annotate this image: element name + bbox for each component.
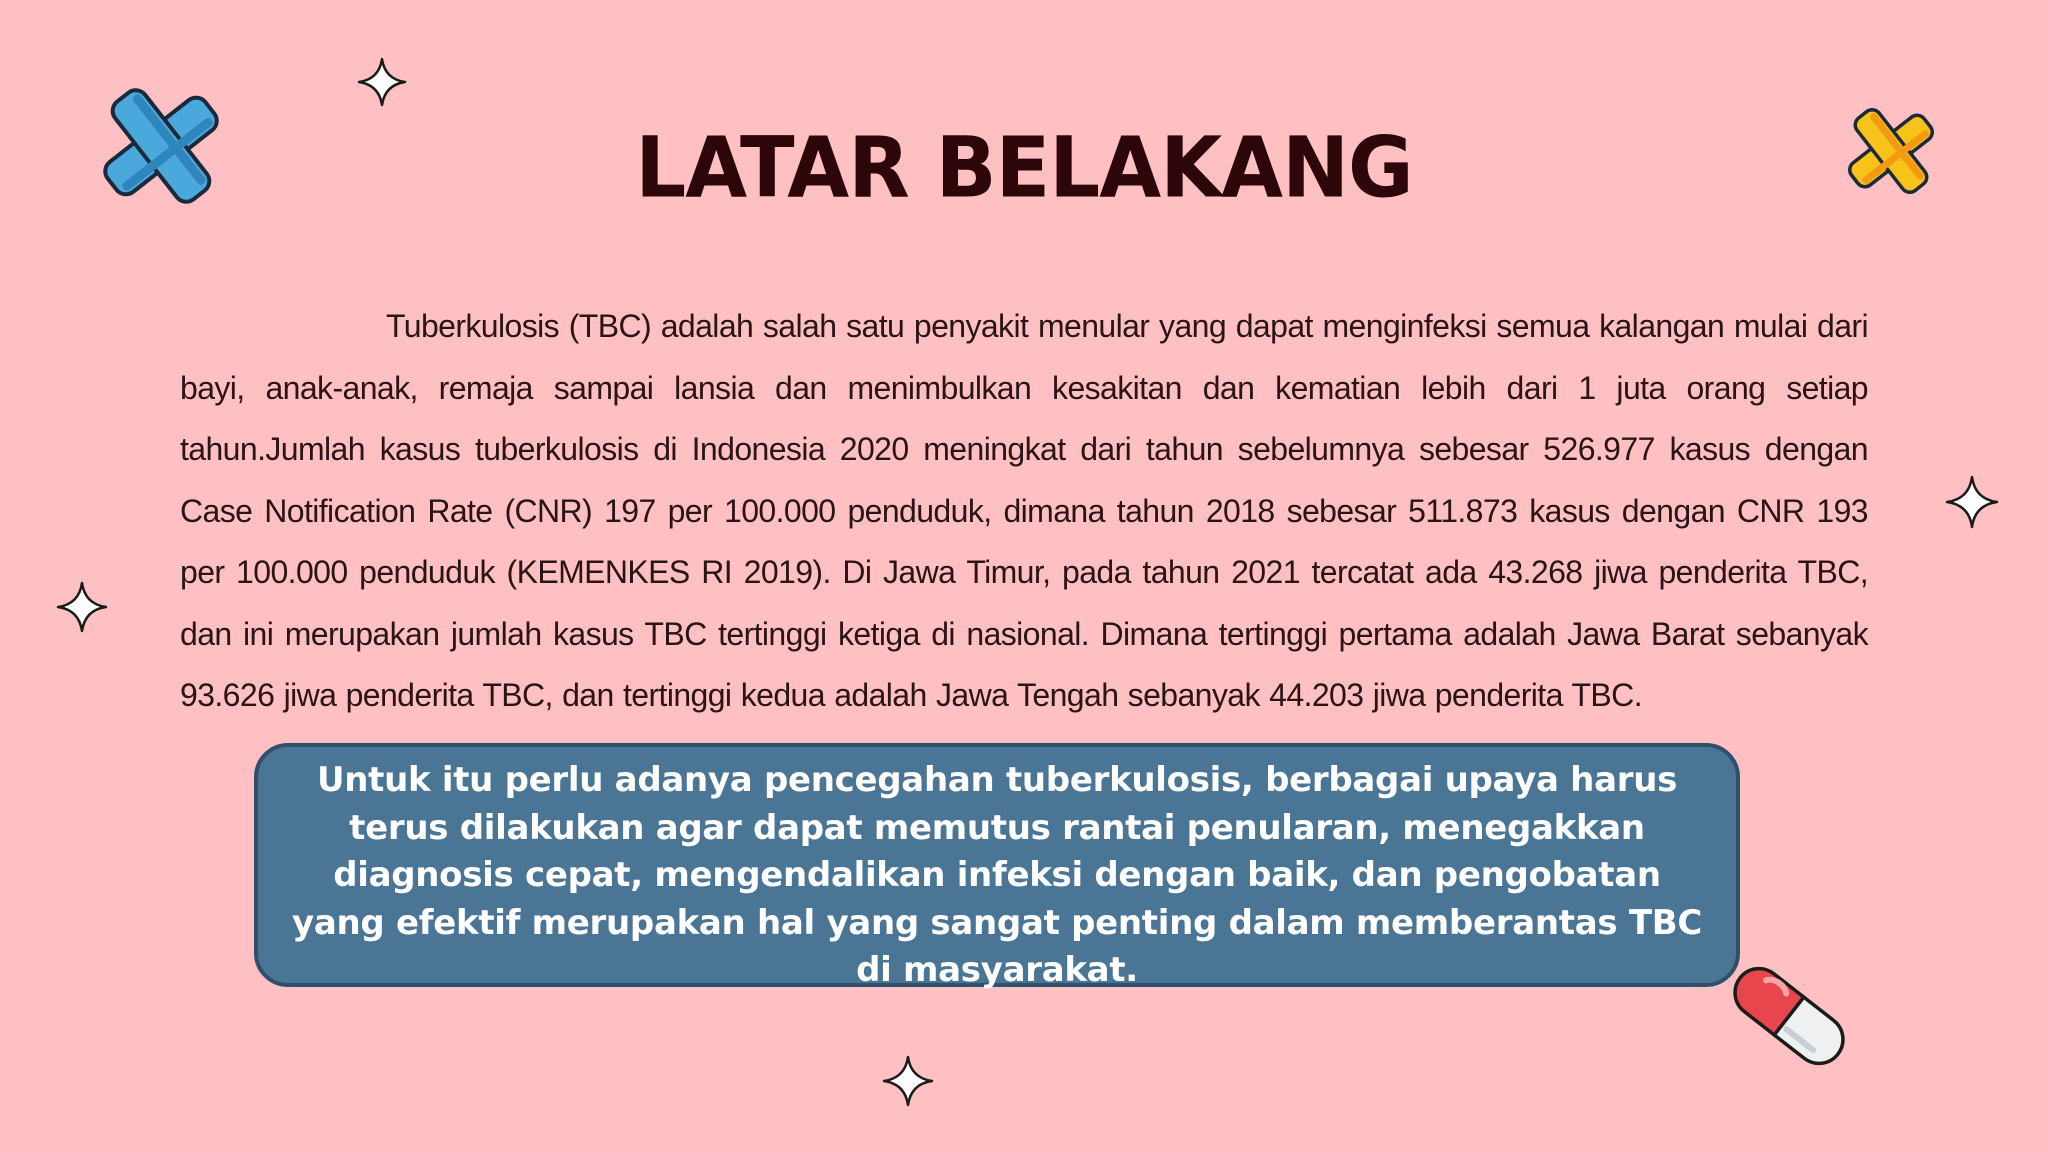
callout-box: Untuk itu perlu adanya pencegahan tuberkulosis, berbagai upaya harus terus dilakukan agar dapat memutus rantai penularan, menegakkan diagnosis cepat, mengendalikan infeksi dengan baik, dan pengobatan yang efektif merupakan hal yang sangat penting dalam memberantas TBC di masyarakat. [254,743,1740,987]
sparkle-icon [356,56,408,108]
sparkle-icon [1944,474,2000,530]
sparkle-icon [55,580,109,634]
sparkle-icon [881,1054,935,1108]
page-title: LATAR BELAKANG [635,118,1413,217]
background-paragraph: Tuberkulosis (TBC) adalah salah satu penyakit menular yang dapat menginfeksi semua kalangan mulai dari bayi, anak-anak, remaja sampai lansia dan menimbulkan kesakitan dan kematian lebih dari 1 juta orang setiap tahun.Jumlah kasus tuberkulosis di Indonesia 2020 meningkat dari tahun sebelumnya sebesar 526.977 kasus dengan Case Notification Rate (CNR) 197 per 100.000 penduduk, dimana tahun 2018 sebesar 511.873 kasus dengan CNR 193 per 100.000 penduduk (KEMENKES RI 2019). Di Jawa Timur, pada tahun 2021 tercatat ada 43.268 jiwa penderita TBC, dan ini merupakan jumlah kasus TBC tertinggi ketiga di nasional. Dimana tertinggi pertama adalah Jawa Barat sebanyak 93.626 jiwa penderita TBC, dan tertinggi kedua adalah Jawa Tengah sebanyak 44.203 jiwa penderita TBC. [180,308,1868,713]
pill-capsule-icon [1726,958,1852,1074]
